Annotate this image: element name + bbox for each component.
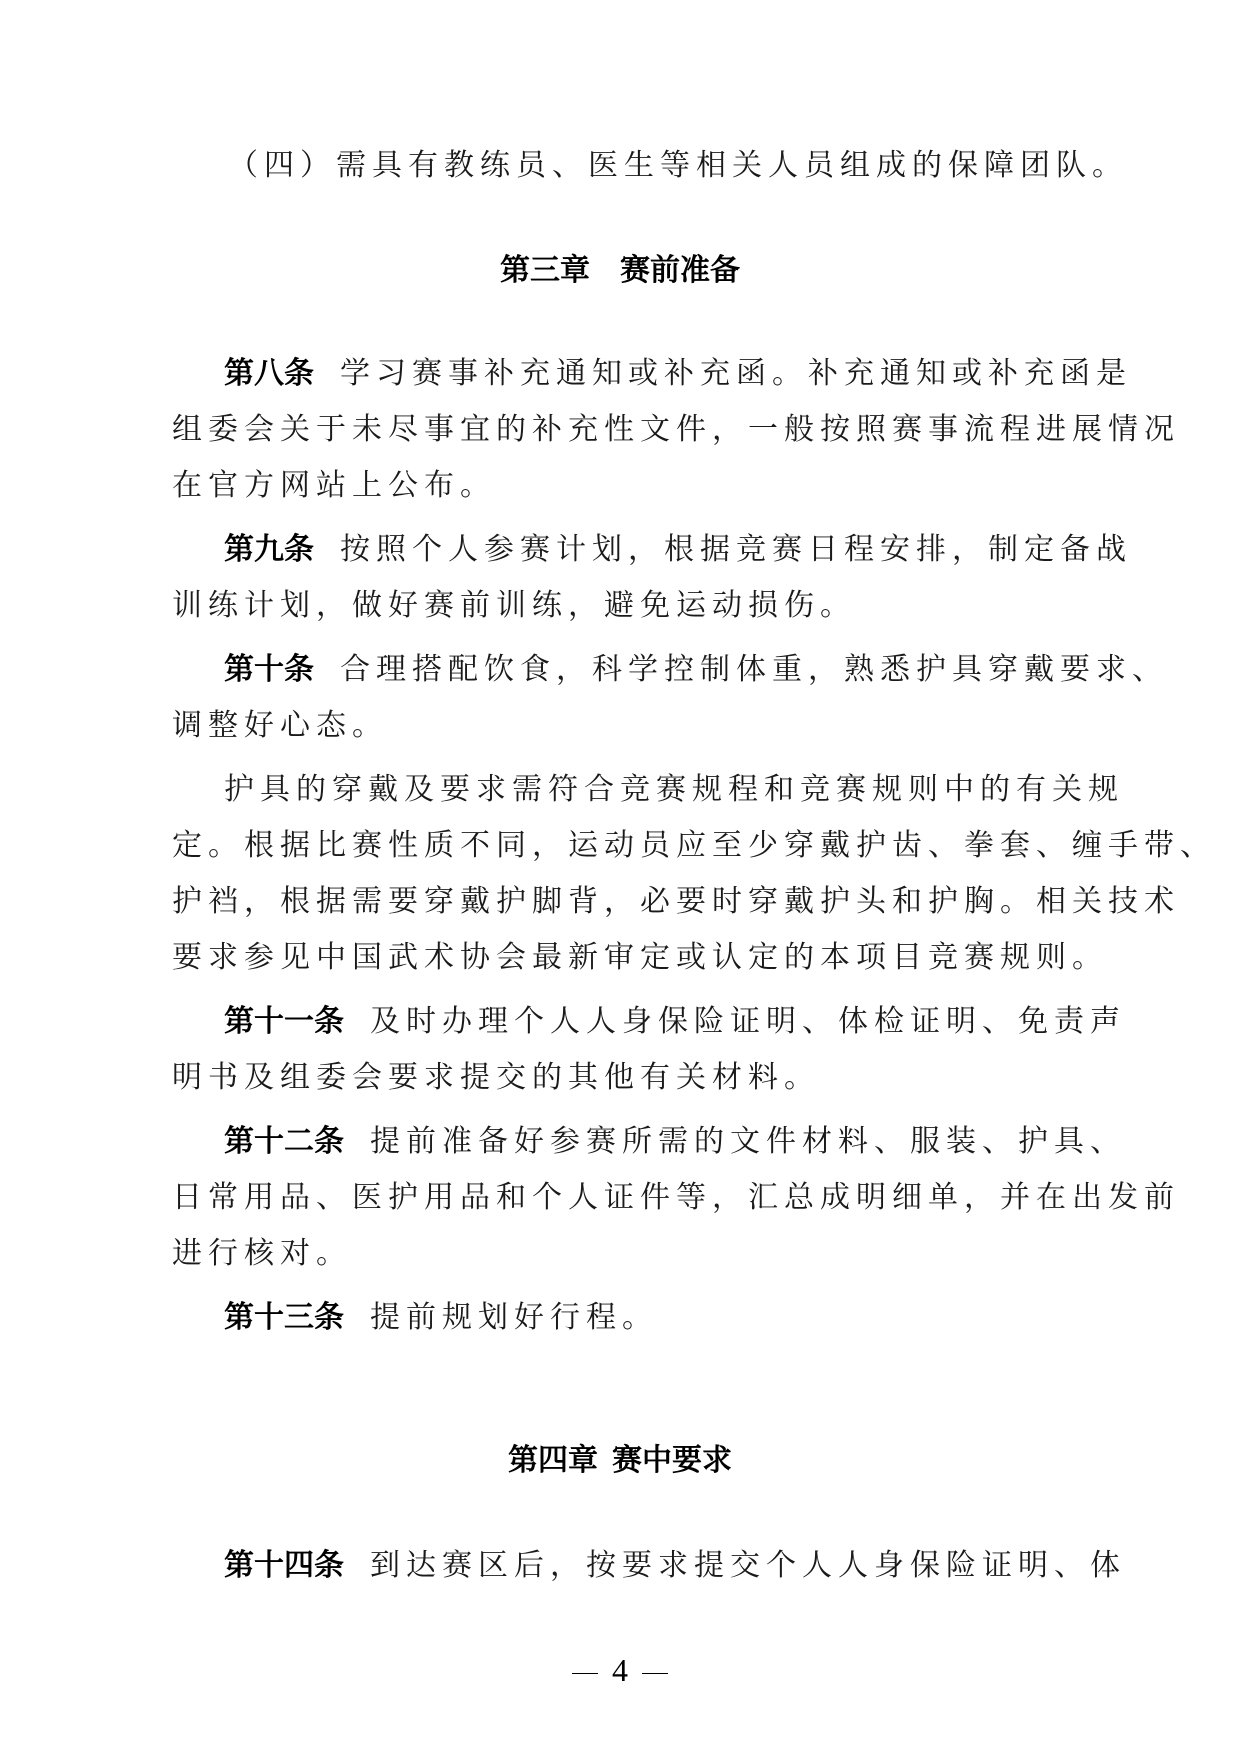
article-9-line-2: 训练计划，做好赛前训练，避免运动损伤。 bbox=[172, 588, 856, 623]
article-14-line-1 bbox=[224, 1546, 1126, 1586]
page-number: 4 bbox=[612, 1652, 628, 1688]
article-11-line-2: 明书及组委会要求提交的其他有关材料。 bbox=[172, 1060, 820, 1095]
article-12-line-3: 进行核对。 bbox=[172, 1236, 352, 1271]
article-text: 及时办理个人人身保险证明、体检证明、免责声 bbox=[370, 1004, 1126, 1039]
chapter-heading-3 bbox=[0, 251, 1240, 291]
paragraph-support-team: （四）需具有教练员、医生等相关人员组成的保障团队。 bbox=[228, 148, 1128, 183]
article-8-line-3: 在官方网站上公布。 bbox=[172, 468, 496, 503]
chapter-title: 赛前准备 bbox=[620, 253, 740, 288]
article-text: 提前准备好参赛所需的文件材料、服装、护具、 bbox=[370, 1124, 1126, 1159]
article-11-line-1 bbox=[224, 1002, 1126, 1042]
article-13-line-1 bbox=[224, 1298, 994, 1338]
dash-right bbox=[642, 1673, 668, 1674]
article-text: 合理搭配饮食，科学控制体重，熟悉护具穿戴要求、 bbox=[340, 652, 1168, 687]
chapter-title: 赛中要求 bbox=[612, 1443, 732, 1478]
article-12-line-1 bbox=[224, 1122, 1126, 1162]
article-label: 第十条 bbox=[224, 652, 314, 687]
article-8-line-1 bbox=[224, 354, 1132, 394]
article-9-line-1 bbox=[224, 530, 1132, 570]
article-text: 按照个人参赛计划，根据竞赛日程安排，制定备战 bbox=[340, 532, 1132, 567]
article-12-line-2: 日常用品、医护用品和个人证件等，汇总成明细单，并在出发前 bbox=[172, 1180, 1180, 1215]
article-label: 第十三条 bbox=[224, 1300, 344, 1335]
article-label: 第十四条 bbox=[224, 1548, 344, 1583]
article-10-line-1 bbox=[224, 650, 1168, 690]
chapter-number: 第四章 bbox=[508, 1443, 598, 1478]
article-label: 第九条 bbox=[224, 532, 314, 567]
article-10-line-2: 调整好心态。 bbox=[172, 708, 388, 743]
page-footer bbox=[0, 1650, 1240, 1690]
article-label: 第十二条 bbox=[224, 1124, 344, 1159]
gear-paragraph-line-1: 护具的穿戴及要求需符合竞赛规程和竞赛规则中的有关规 bbox=[224, 772, 1124, 807]
article-label: 第十一条 bbox=[224, 1004, 344, 1039]
article-8-line-2: 组委会关于未尽事宜的补充性文件，一般按照赛事流程进展情况 bbox=[172, 412, 1180, 447]
gear-paragraph-line-4: 要求参见中国武术协会最新审定或认定的本项目竞赛规则。 bbox=[172, 940, 1108, 975]
dash-left bbox=[572, 1673, 598, 1674]
chapter-heading-4 bbox=[0, 1441, 1240, 1481]
article-text: 到达赛区后，按要求提交个人人身保险证明、体 bbox=[370, 1548, 1126, 1583]
chapter-number: 第三章 bbox=[500, 253, 590, 288]
article-text: 学习赛事补充通知或补充函。补充通知或补充函是 bbox=[340, 356, 1132, 391]
article-text: 提前规划好行程。 bbox=[370, 1300, 658, 1335]
gear-paragraph-line-3: 护裆，根据需要穿戴护脚背，必要时穿戴护头和护胸。相关技术 bbox=[172, 884, 1180, 919]
gear-paragraph-line-2: 定。根据比赛性质不同，运动员应至少穿戴护齿、拳套、缠手带、 bbox=[172, 828, 1216, 863]
article-label: 第八条 bbox=[224, 356, 314, 391]
